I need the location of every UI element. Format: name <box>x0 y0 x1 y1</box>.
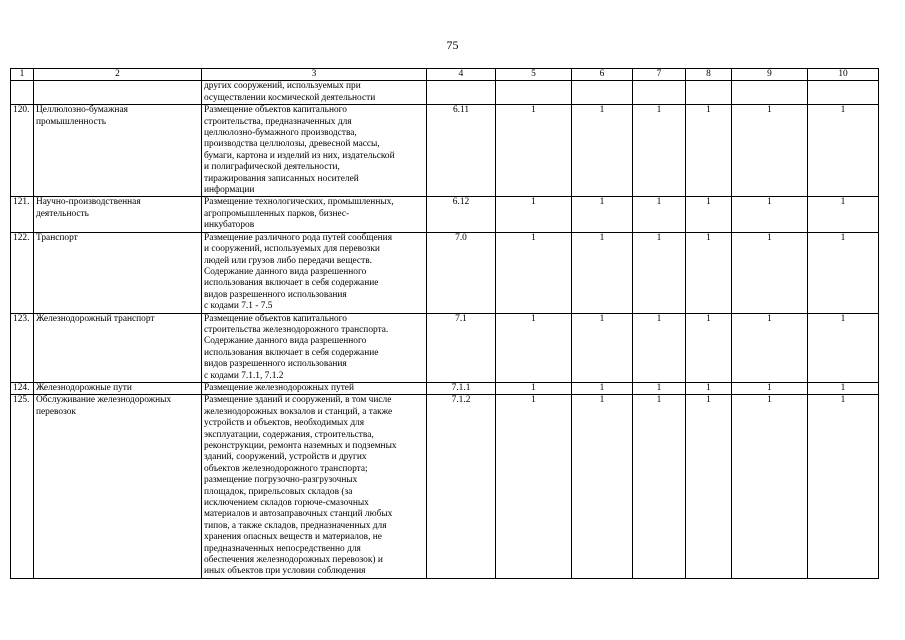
page-number: 75 <box>446 38 459 52</box>
use-type-name: Целлюлозно-бумажная промышленность <box>34 105 202 197</box>
header-cell: 8 <box>686 69 732 81</box>
table-row <box>11 313 879 382</box>
use-type-description: Размещение различного рода путей сообщения и сооружений, используемых для перевозки людей или грузов либо передачи веществ. Содержание данного вида разрешенного использования включает в себя содержание видов разрешенного использования с кодами 7.1 - 7.5 <box>202 232 427 313</box>
use-type-name: Транспорт <box>34 232 202 313</box>
row-number: 123. <box>11 313 34 382</box>
value-cell: 1 <box>633 232 686 313</box>
value-cell <box>732 81 808 105</box>
use-type-code: 6.12 <box>427 197 496 232</box>
value-cell: 1 <box>732 105 808 197</box>
value-cell: 1 <box>496 197 572 232</box>
value-cell: 1 <box>686 197 732 232</box>
value-cell: 1 <box>686 105 732 197</box>
value-cell: 1 <box>732 395 808 579</box>
land-use-table <box>10 68 879 579</box>
use-type-description: Размещение железнодорожных путей <box>202 382 427 394</box>
header-cell: 3 <box>202 69 427 81</box>
value-cell: 1 <box>808 232 879 313</box>
row-number: 121. <box>11 197 34 232</box>
value-cell: 1 <box>686 382 732 394</box>
use-type-code: 7.1.2 <box>427 395 496 579</box>
value-cell: 1 <box>808 313 879 382</box>
table-row <box>11 232 879 313</box>
value-cell: 1 <box>732 382 808 394</box>
value-cell: 1 <box>808 382 879 394</box>
header-cell: 6 <box>572 69 633 81</box>
value-cell: 1 <box>686 395 732 579</box>
value-cell: 1 <box>496 313 572 382</box>
value-cell: 1 <box>572 382 633 394</box>
value-cell: 1 <box>633 382 686 394</box>
use-type-name: Железнодорожные пути <box>34 382 202 394</box>
use-type-description: Размещение объектов капитального строительства, предназначенных для целлюлозно-бумажного производства, производства целлюлозы, древесной массы, бумаги, картона и изделий из них, издательской и полиграфической деятельности, тиражирования записанных носителей информации <box>202 105 427 197</box>
table-row <box>11 197 879 232</box>
value-cell <box>633 81 686 105</box>
row-number: 122. <box>11 232 34 313</box>
header-cell: 7 <box>633 69 686 81</box>
header-cell: 9 <box>732 69 808 81</box>
header-cell: 2 <box>34 69 202 81</box>
use-type-name <box>34 81 202 105</box>
header-cell: 1 <box>11 69 34 81</box>
table-row <box>11 382 879 394</box>
value-cell: 1 <box>732 313 808 382</box>
value-cell: 1 <box>572 313 633 382</box>
use-type-description: других сооружений, используемых при осуществлении космической деятельности <box>202 81 427 105</box>
use-type-description: Размещение технологических, промышленных, агропромышленных парков, бизнес- инкубаторов <box>202 197 427 232</box>
use-type-description: Размещение объектов капитального строительства железнодорожного транспорта. Содержание данного вида разрешенного использования включает в себя содержание видов разрешенного использования с кодами 7.1.1, 7.1.2 <box>202 313 427 382</box>
use-type-code: 7.0 <box>427 232 496 313</box>
value-cell: 1 <box>633 105 686 197</box>
value-cell: 1 <box>633 197 686 232</box>
value-cell: 1 <box>496 395 572 579</box>
use-type-code: 7.1 <box>427 313 496 382</box>
header-cell: 10 <box>808 69 879 81</box>
value-cell: 1 <box>572 232 633 313</box>
use-type-name: Железнодорожный транспорт <box>34 313 202 382</box>
value-cell: 1 <box>572 197 633 232</box>
use-type-code: 7.1.1 <box>427 382 496 394</box>
value-cell: 1 <box>686 232 732 313</box>
header-cell: 5 <box>496 69 572 81</box>
use-type-name: Обслуживание железнодорожных перевозок <box>34 395 202 579</box>
table-row <box>11 105 879 197</box>
value-cell: 1 <box>808 395 879 579</box>
value-cell <box>686 81 732 105</box>
value-cell: 1 <box>633 395 686 579</box>
value-cell: 1 <box>732 232 808 313</box>
row-number <box>11 81 34 105</box>
value-cell: 1 <box>496 105 572 197</box>
table-row <box>11 81 879 105</box>
value-cell: 1 <box>572 395 633 579</box>
row-number: 120. <box>11 105 34 197</box>
value-cell: 1 <box>808 105 879 197</box>
value-cell: 1 <box>808 197 879 232</box>
value-cell: 1 <box>496 232 572 313</box>
use-type-code <box>427 81 496 105</box>
value-cell <box>496 81 572 105</box>
value-cell <box>572 81 633 105</box>
use-type-name: Научно-производственная деятельность <box>34 197 202 232</box>
value-cell: 1 <box>732 197 808 232</box>
table-row <box>11 395 879 579</box>
row-number: 125. <box>11 395 34 579</box>
use-type-description: Размещение зданий и сооружений, в том числе железнодорожных вокзалов и станций, а также устройств и объектов, необходимых для эксплуатации, содержания, строительства, реконструкции, ремонта наземных и подземных зданий, сооружений, устройств и других объектов железнодорожного транспорта; размещение погрузочно-разгрузочных площадок, прирельсовых складов (за исключением складов горюче-смазочных материалов и автозаправочных станций любых типов, а также складов, предназначенных для хранения опасных веществ и материалов, не предназначенных непосредственно для обеспечения железнодорожных перевозок) и иных объектов при условии соблюдения <box>202 395 427 579</box>
use-type-code: 6.11 <box>427 105 496 197</box>
value-cell: 1 <box>686 313 732 382</box>
header-cell: 4 <box>427 69 496 81</box>
row-number: 124. <box>11 382 34 394</box>
value-cell <box>808 81 879 105</box>
value-cell: 1 <box>572 105 633 197</box>
header-row <box>11 69 879 81</box>
value-cell: 1 <box>496 382 572 394</box>
value-cell: 1 <box>633 313 686 382</box>
